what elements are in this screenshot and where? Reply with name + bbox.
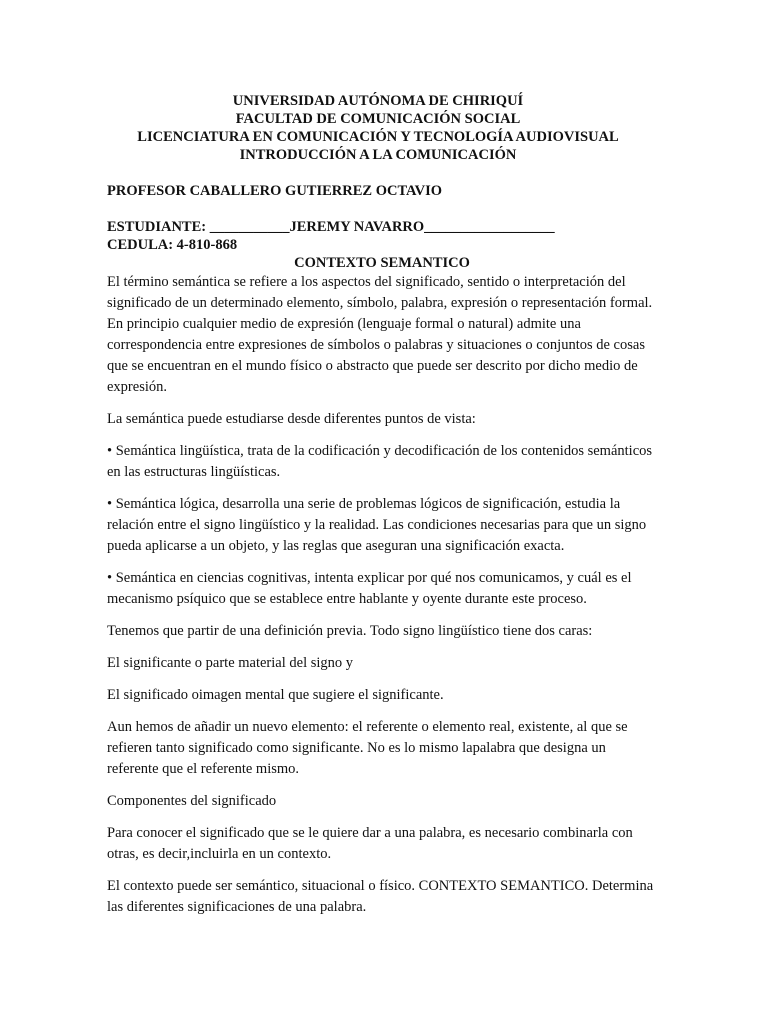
paragraph: El término semántica se refiere a los aspectos del significado, sentido o interpretación del significado de un determinado elemento, símbolo, palabra, expresión o representación formal. En principio cualquier medio de expresión (lenguaje formal o natural) admite una correspondencia entre expresiones de símbolos o palabras y situaciones o conjuntos de cosas que se encuentran en el mundo físico o abstracto que puede ser descrito por dicho medio de expresión. bbox=[107, 274, 653, 395]
document-header bbox=[99, 92, 657, 164]
paragraph: Para conocer el significado que se le quiere dar a una palabra, es necesario combinarla con otras, es decir,incluirla en un contexto. bbox=[107, 825, 633, 862]
course-name: INTRODUCCIÓN A LA COMUNICACIÓN bbox=[239, 147, 517, 163]
faculty-name: FACULTAD DE COMUNICACIÓN SOCIAL bbox=[235, 111, 521, 127]
bullet-paragraph: • Semántica lógica, desarrolla una serie de problemas lógicos de significación, estudia la relación entre el signo lingüístico y la realidad. Las condiciones necesarias para que un signo pueda aplicarse a un objeto, y las reglas que aseguran una significación exacta. bbox=[107, 496, 647, 554]
section-title: CONTEXTO SEMANTICO bbox=[294, 255, 470, 271]
bullet-paragraph: • Semántica en ciencias cognitivas, intenta explicar por qué nos comunicamos, y cuál es el mecanismo psíquico que se establece entre hablante y oyente durante este proceso. bbox=[107, 570, 632, 607]
degree-name: LICENCIATURA EN COMUNICACIÓN Y TECNOLOGÍA AUDIOVISUAL bbox=[137, 129, 619, 145]
paragraph: El contexto puede ser semántico, situacional o físico. CONTEXTO SEMANTICO. Determina las diferentes significaciones de una palabra. bbox=[107, 878, 654, 915]
student-line: ESTUDIANTE: ___________JEREMY NAVARRO__________________ bbox=[107, 219, 555, 235]
cedula-line: CEDULA: 4-810-868 bbox=[107, 237, 238, 253]
paragraph: La semántica puede estudiarse desde diferentes puntos de vista: bbox=[107, 411, 476, 427]
paragraph: El significado oimagen mental que sugiere el significante. bbox=[107, 687, 444, 703]
document-page bbox=[107, 92, 657, 929]
professor-line: PROFESOR CABALLERO GUTIERREZ OCTAVIO bbox=[107, 183, 443, 199]
document-body bbox=[107, 272, 657, 918]
paragraph: Tenemos que partir de una definición previa. Todo signo lingüístico tiene dos caras: bbox=[107, 623, 593, 639]
university-name: UNIVERSIDAD AUTÓNOMA DE CHIRIQUÍ bbox=[232, 93, 524, 109]
paragraph: Componentes del significado bbox=[107, 793, 277, 809]
paragraph: Aun hemos de añadir un nuevo elemento: el referente o elemento real, existente, al que se refieren tanto significado como significante. No es lo mismo lapalabra que designa un referente que el referente mismo. bbox=[107, 719, 628, 777]
bullet-paragraph: • Semántica lingüística, trata de la codificación y decodificación de los contenidos semánticos en las estructuras lingüísticas. bbox=[107, 443, 653, 480]
paragraph: El significante o parte material del signo y bbox=[107, 655, 354, 671]
